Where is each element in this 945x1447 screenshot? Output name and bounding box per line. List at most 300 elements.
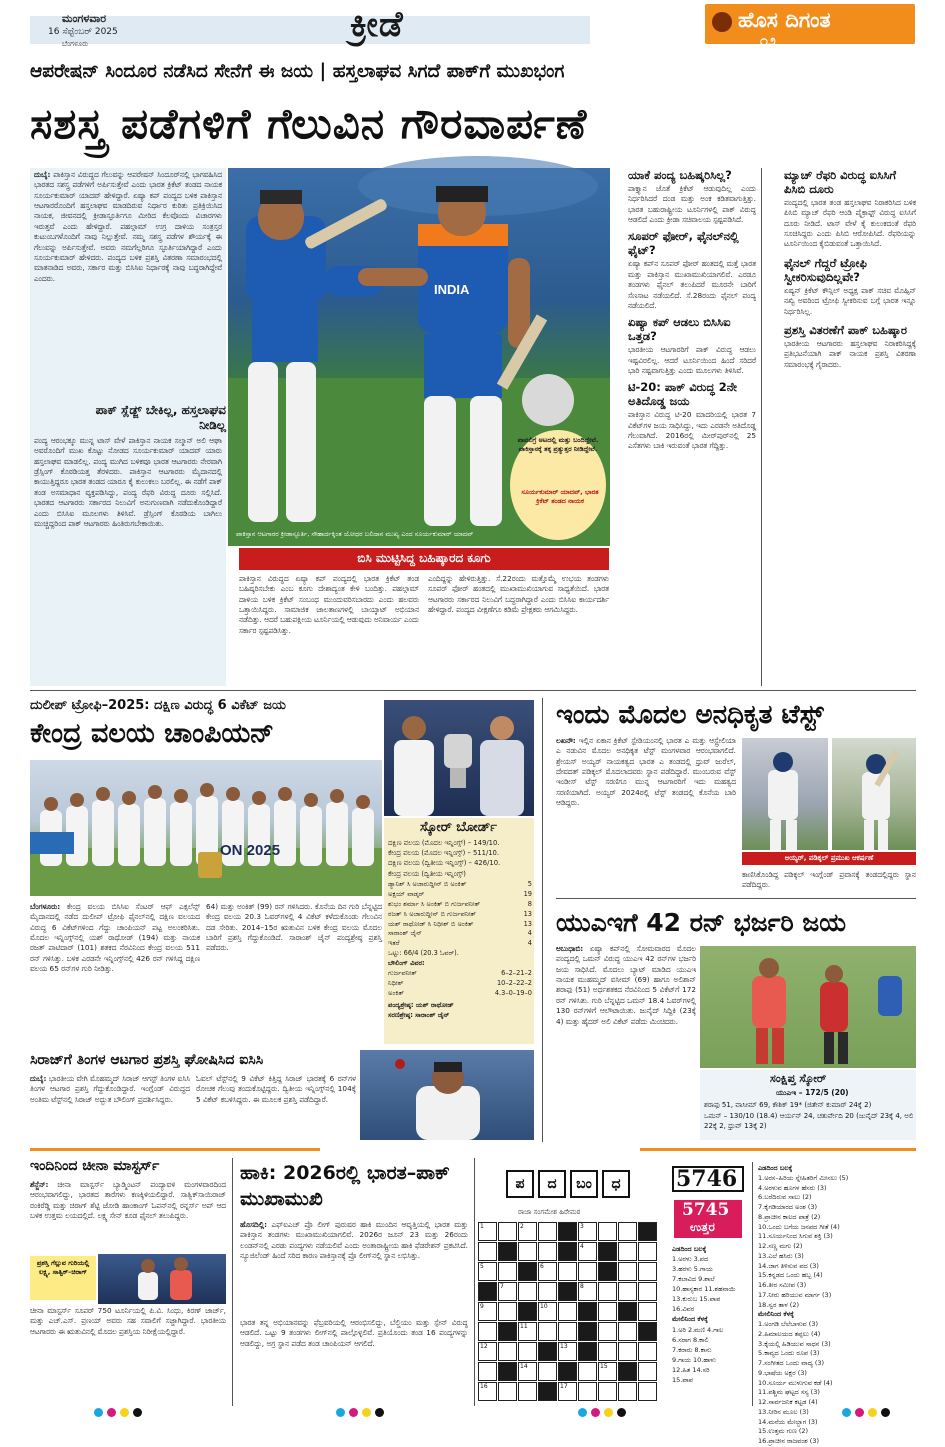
- answer-line: 3.ಹರಳು 5.ಗಾಯ: [672, 1265, 713, 1274]
- yellow-dot: [868, 1408, 877, 1417]
- lead-kicker: ಆಪರೇಷನ್ ಸಿಂದೂರ ನಡೆಸಿದ ಸೇನೆಗೆ ಈ ಜಯ | ಹಸ್ತಲಾಘವ ಸಿಗದೆ ಪಾಕ್‌ಗೆ ಮುಖಭಂಗ: [30, 61, 565, 82]
- uae-dateline: ಅಬುಧಾಬಿ:: [556, 944, 584, 953]
- pcb-heading: ಮ್ಯಾಚ್ ರೆಫರಿ ವಿರುದ್ಧ ಐಸಿಸಿಗೆ ಪಿಸಿಬಿ ದೂರು: [784, 168, 897, 196]
- clue-item: 14.ಜಾಗ ತಿಳಿಸುವ ಪದ (3): [758, 1261, 819, 1270]
- registration-marks: [92, 1408, 144, 1417]
- answer-line: 1.ಅರಳು 3.ಪದ: [672, 1255, 709, 1264]
- total-line: ಒಟ್ಟು: 66/4 (20.3 ಓವರ್).: [388, 949, 459, 958]
- crossword-cell[interactable]: [638, 1382, 657, 1401]
- paper-name: ಹೊಸ ದಿಗಂತ: [738, 8, 831, 32]
- bowling-head: ಬೌಲಿಂಗ್ ವಿವರ:: [388, 959, 425, 968]
- clue-item: 11.ಸೂರ್ಯನಿಂದ ಸಿಗುವ ಶಕ್ತಿ (3): [758, 1232, 833, 1241]
- bat-runs: 19: [523, 889, 532, 898]
- crossword-cell[interactable]: [478, 1362, 497, 1381]
- pcb-item-1: [784, 168, 916, 250]
- siraj-photo: [360, 1050, 534, 1140]
- title-tile: ದ: [538, 1170, 566, 1198]
- badminton-caption: ಪ್ರಶಸ್ತಿ ಗೆಲ್ಲುವ ಗುರಿಯಲ್ಲಿ ಲಕ್ಷ್ಯ, ಸಾತ್ವಿಕ್–ಚಿರಾಗ್: [36, 1259, 90, 1276]
- bat-row: [388, 900, 532, 910]
- crossword-cell[interactable]: [538, 1282, 557, 1301]
- crossword-cell[interactable]: 13: [558, 1342, 577, 1361]
- bowl-row: [388, 989, 532, 999]
- city-label: ಬೆಂಗಳೂರು: [62, 40, 89, 48]
- bat-name: ಶುಭಂ ಶರ್ಮಾ ಸಿ ಅಂಕಿತ್ ಬಿ ಗುರ್ಜಪನೀತ್: [388, 899, 481, 908]
- clue-list: [758, 1164, 916, 1445]
- pcb-text: ಏಷ್ಯನ್ ಕ್ರಿಕೆಟ್ ಕೌನ್ಸಿಲ್ ಅಧ್ಯಕ್ಷ ಪಾಕ್ ಸಚಿವ ಮೊಹ್ಸಿನ್ ನಖ್ವಿ ಅವರಿಂದ ಟ್ರೋಫಿ ಸ್ವೀಕರಿಸುವ ಬಗ್ಗೆ ಭಾರತ ಇನ್ನೂ ನಿರ್ಧರಿಸಿಲ್ಲ.: [784, 285, 916, 316]
- bat-runs: 8: [527, 899, 532, 908]
- crossword-cell[interactable]: [618, 1282, 637, 1301]
- cyan-dot: [336, 1408, 345, 1417]
- bat-name: ರಜತ್ ಸಿ ಅಜಾರುದ್ದೀನ್ ಬಿ ಗುರ್ಜಪನೀತ್: [388, 909, 477, 918]
- crossword-cell[interactable]: 9: [478, 1302, 497, 1321]
- crossword-cell[interactable]: [538, 1322, 557, 1341]
- bowler-celebration-illustration: [700, 946, 916, 1068]
- crossword-cell[interactable]: 5: [478, 1262, 497, 1281]
- black-dot: [617, 1408, 626, 1417]
- crossword-cell[interactable]: [558, 1322, 577, 1341]
- pcb-heading: ಪ್ರಶಸ್ತಿ ವಿತರಣೆಗೆ ಪಾಕ್ ಬಹಿಷ್ಕಾರ: [784, 322, 907, 337]
- qa-item-2: [628, 229, 756, 311]
- crossword-cell[interactable]: [638, 1242, 657, 1261]
- bat-name: ಇತರೆ: [388, 939, 400, 948]
- badminton-player-illustration: [98, 1254, 226, 1304]
- qa-column: [628, 168, 756, 688]
- badminton-photo: [98, 1254, 226, 1304]
- crossword-cell[interactable]: [598, 1342, 617, 1361]
- test-body-2: ಕಾಣಿಸಿಕೊಂಡಿದ್ದ ಪಡಿಕ್ಕಲ್ ಇಂಗ್ಲೆಂಡ್ ಪ್ರವಾಸಕ್ಕೆ ತಂಡದಲ್ಲಿದ್ದರು ಸ್ಥಾನ ಪಡೆದಿದ್ದರು.: [742, 870, 916, 890]
- crossword-cell[interactable]: 14: [518, 1362, 537, 1381]
- bowler-figures: 10–2–22–2: [496, 978, 532, 987]
- qa-heading: ಸೂಪರ್ ಫೋರ್, ಫೈನಲ್‌ನಲ್ಲಿ ಫೈಟ್?: [628, 229, 739, 258]
- registration-marks: [334, 1408, 386, 1417]
- crossword-block: [578, 1322, 597, 1341]
- crossword-cell[interactable]: [538, 1242, 557, 1261]
- lead-body-text: ಪಾಕಿಸ್ತಾನ ವಿರುದ್ಧದ ಗೆಲುವನ್ನು ಆಪರೇಷನ್ ಸಿಂದೂರ್‌ನಲ್ಲಿ ಭಾಗವಹಿಸಿದ ಭಾರತದ ಸಶಸ್ತ್ರ ಪಡೆಗಳಿಗೆ ಅರ್ಪಿಸುತ್ತೇವೆ ಎಂದು ಭಾರತ ಕ್ರಿಕೆಟ್ ತಂಡದ ನಾಯಕ ಸೂರ್ಯಕುಮಾರ್ ಯಾದವ್ ಹೇಳಿದ್ದಾರೆ. ಏಷ್ಯಾ ಕಪ್ ಪಂದ್ಯದ ಬಳಿಕ ಪಾಕಿಸ್ತಾನ ಆಟಗಾರರೊಂದಿಗೆ ಹಸ್ತಲಾಘವ ಮಾಡದಿರುವ ನಿರ್ಧಾರ ಕುರಿತು ಪ್ರತಿಕ್ರಿಯಿಸಿದ ನಾಯಕ, ಜೀವನದಲ್ಲಿ ಕ್ರೀಡಾಸ್ಫೂರ್ತಿಗೂ ಮೀರಿದ ಕೆಲವೊಂದು ವಿಚಾರಗಳು ಇರುತ್ತವೆ ಎಂದು ಹೇಳಿದ್ದಾರೆ. ಪಹಲ್ಗಾಮ್ ಉಗ್ರ ದಾಳಿಯ ಸಂತ್ರಸ್ತರ ಕುಟುಂಬಗಳೊಂದಿಗೆ ನಾವು ನಿಲ್ಲುತ್ತೇವೆ. ನಮ್ಮ ಸಶಸ್ತ್ರ ಪಡೆಗಳ ಶೌರ್ಯಕ್ಕೆ ಈ ಗೆಲುವನ್ನು ಅರ್ಪಿಸುತ್ತೇವೆ. ಅವರು ನಮಗೆಲ್ಲರಿಗೂ ಸ್ಫೂರ್ತಿಯಾಗಿದ್ದಾರೆ ಎಂದು ಸೂರ್ಯಕುಮಾರ್ ಹೇಳಿದರು. ಪಂದ್ಯದ ಬಳಿಕ ಪ್ರಶಸ್ತಿ ವಿತರಣಾ ಸಮಾರಂಭದಲ್ಲಿ ಮಾತನಾಡಿದ ಅವರು, ಸರ್ಕಾರ ಮತ್ತು ಬಿಸಿಸಿಐ ನಿರ್ಧಾರಕ್ಕೆ ನಾವು ಬದ್ಧರಾಗಿದ್ದೇವೆ ಎಂದರು.: [34, 170, 222, 283]
- clue-item: 8.ಪ್ರಾಚೀನ ಕಾಲದ ಪಾತ್ರೆ (2): [758, 1212, 821, 1221]
- china-masters-text: ಚೀನಾ ಮಾಸ್ಟರ್ಸ್ ಬ್ಯಾಡ್ಮಿಂಟನ್ ಪಂದ್ಯಾವಳಿ ಮಂಗಳವಾರದಿಂದ ಆರಂಭವಾಗಲಿದ್ದು, ಭಾರತದ ತಾರೆಗಳು ಕಣಕ್ಕಿಳಿಯಲಿದ್ದಾರೆ. ಸಾತ್ವಿಕ್‌ಸಾಯಿರಾಜ್ ರಂಕಿರೆಡ್ಡಿ ಮತ್ತು ಚಿರಾಗ್ ಶೆಟ್ಟಿ ಜೋಡಿ ಹಾಂಕಾಂಗ್ ಓಪನ್‌ನಲ್ಲಿ ರನ್ನರ್ಸ್ ಅಪ್ ಆದ ಬಳಿಕ ಉತ್ತಮ ಲಯದಲ್ಲಿದೆ. ಲಕ್ಷ್ಯ ಸೇನ್ ಕೂಡ ಫೈನಲ್ ತಲುಪಿದ್ದರು.: [30, 1180, 226, 1221]
- qa-text: ಪಾಕ್ತ್ಯಾನ ಜೊತೆ ಕ್ರಿಕೆಟ್ ಆಡುವುದಿಲ್ಲ ಎಂದು ನಿರ್ಧರಿಸಿದರೆ ದಂಡ ಮತ್ತು ಅಂಕ ಕಡಿತವಾಗುತ್ತಿತ್ತು. ಭಾರತ ಬಹುರಾಷ್ಟ್ರೀಯ ಟೂರ್ನಿಗಳಲ್ಲಿ ಪಾಕ್ ವಿರುದ್ಧ ಆಡಲಿದೆ ಎಂದು ಕ್ರೀಡಾ ಸಚಿವಾಲಯ ಸ್ಪಷ್ಟಪಡಿಸಿದೆ.: [628, 184, 756, 225]
- score-line: ಕೇಂದ್ರ ವಲಯ (ಮೊದಲ ಇನ್ನಿಂಗ್ಸ್) – 511/10.: [388, 849, 500, 858]
- sun-logo-icon: [712, 12, 732, 32]
- clue-item: 10.ಒಂದು ಬಗೆಯ ಜನಪದ ಗೀತೆ (4): [758, 1222, 840, 1231]
- crossword-cell[interactable]: 4: [578, 1242, 597, 1261]
- cyan-dot: [94, 1408, 103, 1417]
- crossword-cell[interactable]: [638, 1342, 657, 1361]
- pcb-text: ಭಾರತೀಯ ಆಟಗಾರರು ಹಸ್ತಲಾಘವ ನಿರಾಕರಿಸಿದ್ದಕ್ಕೆ ಪ್ರತಿಭಟನೆಯಾಗಿ ಪಾಕ್ ನಾಯಕ ಪ್ರಶಸ್ತಿ ವಿತರಣಾ ಸಮಾರಂಭಕ್ಕೆ ಗೈರಾದರು.: [784, 338, 916, 369]
- lead-body: [34, 170, 222, 384]
- answers-across-title: ಎಡದಿಂದ ಬಲಕ್ಕೆ: [672, 1245, 707, 1253]
- cyan-dot: [578, 1408, 587, 1417]
- qa-item-4: [628, 380, 756, 451]
- crossword-block: [518, 1302, 537, 1321]
- black-dot: [375, 1408, 384, 1417]
- duleep-dateline: ಬೆಂಗಳೂರು:: [30, 902, 61, 911]
- crossword-cell[interactable]: [498, 1222, 517, 1241]
- uae-headline: ಯುಎಇಗೆ 42 ರನ್ ಭರ್ಜರಿ ಜಯ: [556, 908, 846, 937]
- clue-item: 14.ಮನೆಯ ಮೇಲ್ಭಾಗ (3): [758, 1417, 818, 1426]
- hockey-body: [240, 1220, 468, 1316]
- yellow-dot: [120, 1408, 129, 1417]
- crossword-block: [558, 1242, 577, 1261]
- crossword-cell[interactable]: [618, 1222, 637, 1241]
- test-headline: ಇಂದು ಮೊದಲ ಅನಧಿಕೃತ ಟೆಸ್ಟ್: [556, 700, 824, 730]
- crossword-block: [498, 1322, 517, 1341]
- svg-text:INDIA: INDIA: [434, 282, 470, 297]
- duleep-team-photo: [30, 760, 382, 896]
- duleep-kicker: ದುಲೀಪ್ ಟ್ರೋಫಿ–2025: ದಕ್ಷಿಣ ವಿರುದ್ಧ 6 ವಿಕೆಟ್ ಜಯ: [30, 698, 286, 713]
- siraj-headline: ಸಿರಾಜ್‌ಗೆ ತಿಂಗಳ ಆಟಗಾರ ಪ್ರಶಸ್ತಿ ಘೋಷಿಸಿದ ಐಸಿಸಿ: [30, 1052, 264, 1068]
- crossword-cell[interactable]: [598, 1282, 617, 1301]
- siraj-body-text: ಭಾರತೀಯ ವೇಗಿ ಮೊಹಮ್ಮದ್ ಸಿರಾಜ್ ಆಗಸ್ಟ್ ತಿಂಗಳ ಐಸಿಸಿ ತಿಂಗಳ ಆಟಗಾರ ಪ್ರಶಸ್ತಿ ಗೆದ್ದುಕೊಂಡಿದ್ದಾರೆ. ಇಂಗ್ಲೆಂಡ್ ವಿರುದ್ಧದ ಅಂತಿಮ ಟೆಸ್ಟ್‌ನಲ್ಲಿ ಸಿರಾಜ್ ಅದ್ಭುತ ಬೌಲಿಂಗ್ ಪ್ರದರ್ಶಿಸಿದ್ದರು.: [30, 1074, 190, 1104]
- duleep-body-text: ಕೇಂದ್ರ ವಲಯ ಬಿಸಿಸಿಐ ಸೆಂಟರ್ ಆಫ್ ಎಕ್ಸಲೆನ್ಸ್ ಮೈದಾನದಲ್ಲಿ ನಡೆದ ದುಲೀಪ್ ಟ್ರೋಫಿ ಫೈನಲ್‌ನಲ್ಲಿ ದಕ್ಷಿಣ ವಲಯದ ವಿರುದ್ಧ 6 ವಿಕೆಟ್‌ಗಳಿಂದ ಗೆದ್ದು ಚಾಂಪಿಯನ್ ಪಟ್ಟ ಅಲಂಕರಿಸಿತು. ಮೊದಲ ಇನ್ನಿಂಗ್ಸ್‌ನಲ್ಲಿ ಯಶ್ ರಾಥೋಡ್ (194) ಮತ್ತು ನಾಯಕ ರಜತ್ ಪಾಟಿದಾರ್ (101) ಶತಕದ ನೆರವಿನಿಂದ ಕೇಂದ್ರ ವಲಯ 511 ರನ್ ಗಳಿಸಿತ್ತು. ಬಳಿಕ ಎರಡನೇ ಇನ್ನಿಂಗ್ಸ್‌ನಲ್ಲಿ 426 ರನ್ ಗಳಿಸಿದ್ದ ದಕ್ಷಿಣ ವಲಯ 65 ರನ್‌ಗಳ ಗುರಿ ನೀಡಿತ್ತು.: [30, 902, 200, 974]
- qa-text: ಏಷ್ಯಾ ಕಪ್‌ನ ಸೂಪರ್ ಫೋರ್ ಹಂತದಲ್ಲಿ ಮತ್ತೆ ಭಾರತ ಮತ್ತು ಪಾಕಿಸ್ತಾನ ಮುಖಾಮುಖಿಯಾಗಲಿವೆ. ಎರಡೂ ತಂಡಗಳು ಫೈನಲ್ ತಲುಪಿದರೆ ಮೂರನೇ ಬಾರಿಗೆ ಸೆಣಸಾಟ ನಡೆಯಲಿದೆ. ಸೆ.28ರಂದು ಫೈನಲ್ ಪಂದ್ಯ ನಡೆಯಲಿದೆ.: [628, 259, 756, 310]
- column-divider: [752, 1162, 753, 1406]
- crossword-cell[interactable]: [538, 1222, 557, 1241]
- crossword-block: [578, 1342, 597, 1361]
- qa-heading: ಟಿ-20: ಪಾಕ್ ವಿರುದ್ಧ 2ನೇ ಅತಿದೊಡ್ಡ ಜಯ: [628, 380, 737, 409]
- crossword-cell[interactable]: 15: [598, 1362, 617, 1381]
- date-label: 16 ಸೆಪ್ಟೆಂಬರ್ 2025: [48, 27, 118, 37]
- bat-runs: 5: [527, 880, 532, 888]
- section-divider: [556, 898, 916, 899]
- crossword-block: [638, 1322, 657, 1341]
- yellow-dot: [604, 1408, 613, 1417]
- clue-item: 16.ಪ್ರಾಚೀನ ರಾಜವಂಶ (3): [758, 1437, 819, 1445]
- clue-item: 7.ಕೈಗಡಿಯಾರದ ಅಂಶ (3): [758, 1203, 818, 1211]
- crossword-cell[interactable]: 11: [518, 1322, 537, 1341]
- duleep-body-2: 64) ಮತ್ತು ಅಂಕಿತ್ (99) ರನ್ ಗಳಿಸಿದರು. ಕೊನೆಯ ದಿನ ಗುರಿ ಬೆನ್ನಟ್ಟಿದ ಕೇಂದ್ರ ವಲಯ 20.3 ಓವರ್‌ಗಳಲ್ಲಿ 4 ವಿಕೆಟ್ ಕಳೆದುಕೊಂಡು ಗೆಲುವಿನ ದಡ ಸೇರಿತು. 2014–15ರ ಋತುವಿನ ಬಳಿಕ ಕೇಂದ್ರ ವಲಯ ಮೊದಲ ಬಾರಿಗೆ ಪ್ರಶಸ್ತಿ ಗೆದ್ದುಕೊಂಡಿದೆ. ಸಾರಾಂಶ್ ಜೈನ್ ಪಂದ್ಯಶ್ರೇಷ್ಠ ಪ್ರಶಸ್ತಿ ಪಡೆದರು.: [206, 902, 382, 953]
- hockey-body-text: ಎಫ್‌ಐಎಚ್ ಪ್ರೊ ಲೀಗ್ ಪುರುಷರ ಹಾಕಿ ಮುಂದಿನ ಆವೃತ್ತಿಯಲ್ಲಿ ಭಾರತ ಮತ್ತು ಪಾಕಿಸ್ತಾನ ತಂಡಗಳು ಮುಖಾಮುಖಿಯಾಗಲಿವೆ. 2026ರ ಜೂನ್ 23 ಮತ್ತು 26ರಂದು ಲಂಡನ್‌ನಲ್ಲಿ ಎರಡು ಪಂದ್ಯಗಳು ನಡೆಯಲಿವೆ ಎಂದು ಅಂತಾರಾಷ್ಟ್ರೀಯ ಹಾಕಿ ಫೆಡರೇಶನ್ ಪ್ರಕಟಿಸಿದೆ. ನ್ಯೂಜಿಲೆಂಡ್ ಹಿಂದೆ ಸರಿದ ಕಾರಣ ಪಾಕಿಸ್ತಾನಕ್ಕೆ ಪ್ರೊ ಲೀಗ್‌ನಲ್ಲಿ ಸ್ಥಾನ ಲಭಿಸಿತ್ತು.: [240, 1220, 468, 1261]
- trophy-photo: [384, 700, 534, 816]
- batting-table: [388, 880, 532, 1020]
- crossword-cell[interactable]: 10: [538, 1302, 557, 1321]
- clue-item: 10.ಸೂರ್ಯ ಮುಳುಗುವ ಕಡೆ (4): [758, 1378, 833, 1387]
- score-line: ದಕ್ಷಿಣ ವಲಯ (ಮೊದಲ ಇನ್ನಿಂಗ್ಸ್) – 149/10.: [388, 839, 500, 847]
- crossword-block: [538, 1342, 557, 1361]
- title-tile: ಬಂ: [570, 1170, 598, 1198]
- crossword-cell[interactable]: [638, 1262, 657, 1281]
- crossword-cell[interactable]: [558, 1262, 577, 1281]
- bowl-row: [388, 979, 532, 989]
- hockey-headline: ಹಾಕಿ: 2026ರಲ್ಲಿ ಭಾರತ–ಪಾಕ್ ಮುಖಾಮುಖಿ: [240, 1162, 450, 1210]
- prev-answer-label: ಉತ್ತರ: [690, 1220, 715, 1234]
- siraj-portrait-illustration: [360, 1050, 534, 1140]
- crossword-cell[interactable]: [618, 1322, 637, 1341]
- trophy-presentation-illustration: [384, 700, 534, 816]
- crossword-cell[interactable]: 6: [538, 1262, 557, 1281]
- crossword-block: [598, 1262, 617, 1281]
- clue-item: 17.ನೀರು ಹರಿಯುವ ಮಾರ್ಗ (3): [758, 1290, 832, 1299]
- crossword-cell[interactable]: 8: [578, 1282, 597, 1301]
- pcb-heading: ಫೈನಲ್ ಗೆದ್ದರೆ ಟ್ರೋಫಿ ಸ್ವೀಕರಿಸುವುದಿಲ್ಲವೇ?: [784, 255, 867, 284]
- bat-row: [388, 890, 532, 900]
- clue-item: 16.ತೀರ ಸಮೀಪ (3): [758, 1281, 807, 1289]
- uae-photo: [700, 946, 916, 1068]
- lead-photo-caption: ಪಾಕಿಸ್ತಾನ ಆಟಗಾರರ ಕ್ರೀಡಾಸ್ಫೂರ್ತಿ, ಸೌಹಾರ್ದಕ್ಕಿಂತ ಯೋಧರ ಬಲಿದಾನ ಮುಖ್ಯ ಎಂದ ಸೂರ್ಯಕುಮಾರ್ ಯಾದವ್: [236, 530, 474, 538]
- bat-runs: 4: [527, 939, 532, 948]
- crossword-cell[interactable]: 1: [478, 1222, 497, 1241]
- siraj-body: [30, 1074, 190, 1142]
- clue-item: 13.ನೀರಿನ ಮೂಲ (3): [758, 1407, 809, 1416]
- pcb-item-3: [784, 323, 916, 370]
- yellow-dot: [362, 1408, 371, 1417]
- clue-item: 11.ಪಶ್ಚಿಮ ಘಟ್ಟದ ಸಸ್ಯ (3): [758, 1388, 820, 1397]
- bat-name: ಯಶ್ ರಾಥೋಡ್ ಸಿ ನಿಧೀಶ್ ಬಿ ಅಂಕಿತ್: [388, 919, 474, 928]
- bat-name: ಅಕ್ಷಯ್ ವಾಡ್ಕರ್: [388, 889, 425, 898]
- puzzle-number: 5746: [676, 1166, 738, 1192]
- crossword-block: [558, 1362, 577, 1381]
- test-photo-right: [832, 738, 916, 850]
- crossword-cell[interactable]: [578, 1262, 597, 1281]
- crossword-cell[interactable]: [498, 1302, 517, 1321]
- clue-item: 4.ಅರಳುವ ಹೂಗಳ ಹೆಸರು (3): [758, 1183, 827, 1192]
- bowler-name: ಗುರ್ಜಪನೀತ್: [388, 969, 417, 978]
- test-body: [556, 736, 736, 896]
- registration-marks: [576, 1408, 628, 1417]
- hockey-dateline: ಹೊಸದಿಲ್ಲಿ:: [240, 1220, 268, 1229]
- crossword-block: [598, 1242, 617, 1261]
- crossword-cell[interactable]: [518, 1282, 537, 1301]
- player-of-match: ಪಂದ್ಯಶ್ರೇಷ್ಠ: ಯಶ್ ರಾಥೋಡ್: [388, 1000, 454, 1009]
- crossword-block: [618, 1302, 637, 1321]
- qa-item-1: [628, 168, 756, 225]
- crossword-cell[interactable]: [538, 1362, 557, 1381]
- clue-item: 7.ಸಂಗೀತದ ಒಂದು ವಾದ್ಯ (3): [758, 1359, 825, 1367]
- crossword-block: [498, 1242, 517, 1261]
- crossword-cell[interactable]: [498, 1262, 517, 1281]
- crossword-author: ರಾಜಾ ಸಂಗಮೇಶ ಹಿರೇಮಠ: [518, 1208, 581, 1216]
- crossword-cell[interactable]: [578, 1382, 597, 1401]
- crossword-block: [638, 1222, 657, 1241]
- day-label: ಮಂಗಳವಾರ: [62, 12, 107, 25]
- crossword-cell[interactable]: [618, 1382, 637, 1401]
- batter-illustration: [742, 738, 828, 850]
- bowler-figures: 6–2–21–2: [501, 969, 532, 978]
- crossword-cell[interactable]: 3: [578, 1222, 597, 1241]
- crossword-cell[interactable]: [638, 1282, 657, 1301]
- bat-row: [388, 929, 532, 939]
- qa-text: ಭಾರತೀಯ ಆಟಗಾರರಿಗೆ ಪಾಕ್ ವಿರುದ್ಧ ಆಡಲು ಇಷ್ಟವಿರಲಿಲ್ಲ. ಆದರೆ ಟೂರ್ನಿಯಿಂದ ಹಿಂದೆ ಸರಿದರೆ ಭಾರಿ ನಷ್ಟವಾಗುತ್ತಿತ್ತು ಎಂದು ಮೂಲಗಳು ತಿಳಿಸಿವೆ.: [628, 345, 756, 375]
- qa-text: ಪಾಕಿಸ್ತಾನ ವಿರುದ್ಧ ಟಿ-20 ಮಾದರಿಯಲ್ಲಿ ಭಾರತ 7 ವಿಕೆಟ್‌ಗಳ ಜಯ ಸಾಧಿಸಿದ್ದು, ಇದು ಎರಡನೇ ಅತಿದೊಡ್ಡ ಗೆಲುವಾಗಿದೆ. 2016ರಲ್ಲಿ ಮೀರ್‌ಪುರ್‌ನಲ್ಲಿ 25 ಎಸೆತಗಳು ಬಾಕಿ ಇರುವಂತೆ ಭಾರತ ಗೆದ್ದಿತ್ತು.: [628, 410, 756, 451]
- score-line: ದಕ್ಷಿಣ ವಲಯ (ದ್ವಿತೀಯ ಇನ್ನಿಂಗ್ಸ್) – 426/10.: [388, 859, 501, 868]
- crossword-grid: [478, 1222, 668, 1406]
- crossword-cell[interactable]: [558, 1302, 577, 1321]
- answer-line: 7.ಕಲಾವಿದ 9.ಶಾಲೆ: [672, 1275, 715, 1284]
- qa-heading: ಏಷ್ಯಾ ಕಪ್ ಆಡಲು ಬಿಸಿಸಿಐ ಒತ್ತಡ?: [628, 315, 731, 344]
- uae-body: [556, 944, 696, 1100]
- black-dot: [133, 1408, 142, 1417]
- crossword-block: [558, 1222, 577, 1241]
- bowler-name: ನಿಧೀಶ್: [388, 978, 404, 987]
- answer-line: 12.ಹಿತ 14.ಸರಿ: [672, 1365, 710, 1374]
- masthead: [0, 0, 945, 50]
- bat-row: [388, 910, 532, 920]
- crossword-cell[interactable]: [518, 1342, 537, 1361]
- boycott-band-title: ಬಿಸಿ ಮುಟ್ಟಿಸಿದ್ದ ಬಹಿಷ್ಕಾರದ ಕೂಗು: [357, 551, 491, 565]
- pcb-column: [784, 168, 916, 688]
- crossword-cell[interactable]: 16: [478, 1382, 497, 1401]
- bat-runs: 13: [523, 919, 532, 928]
- column-divider: [232, 1158, 233, 1406]
- answer-line: 9.ಗಾಯ 10.ಹಾಳು: [672, 1355, 716, 1364]
- boycott-text-right: ಎಂದಿದ್ದನ್ನು ಹೇಳಿರುತ್ತಿತ್ತು. ಸೆ.22ರಂದು ಮತ್ತೊಮ್ಮೆ ಉಭಯ ತಂಡಗಳು ಸೂಪರ್ ಫೋರ್ ಹಂತದಲ್ಲಿ ಮುಖಾಮುಖಿಯಾಗುವ ಸಾಧ್ಯತೆಯಿದೆ. ಭಾರತ ಆಟಗಾರರು ಸರ್ಕಾರದ ನಿಲುವಿಗೆ ಬದ್ಧರಾಗಿದ್ದಾರೆ ಎಂದು ಬಿಸಿಸಿಐ ಕಾರ್ಯದರ್ಶಿ ಹೇಳಿದ್ದಾರೆ. ಪಂದ್ಯದ ವೀಕ್ಷಣೆಗೂ ಕಡಿಮೆ ಪ್ರೇಕ್ಷಕರು ಆಗಮಿಸಿದ್ದರು.: [428, 574, 609, 615]
- bowler-figures: 4.3–0–19–0: [494, 988, 532, 997]
- magenta-dot: [855, 1408, 864, 1417]
- registration-marks: [840, 1408, 892, 1417]
- crossword-block: [478, 1282, 497, 1301]
- answer-grid-text: [672, 1244, 748, 1385]
- page-number: ೧೨: [760, 33, 776, 49]
- scoreboard-title: ಸ್ಕೋರ್ ಬೋರ್ಡ್: [420, 820, 497, 835]
- clues-across-title: ಎಡದಿಂದ ಬಲಕ್ಕೆ: [758, 1164, 793, 1172]
- bubble-author: ಸೂರ್ಯಕುಮಾರ್ ಯಾದವ್, ಭಾರತ ಕ್ರಿಕೆಟ್ ತಂಡದ ನಾಯಕ: [521, 488, 599, 506]
- bat-name: ಡ್ಯಾನಿಶ್ ಸಿ ಅಜಾರುದ್ದೀನ್ ಬಿ ಅಂಕಿತ್: [388, 880, 467, 888]
- boycott-text-left: ಪಾಕಿಸ್ತಾನ ವಿರುದ್ಧದ ಏಷ್ಯಾ ಕಪ್ ಪಂದ್ಯದಲ್ಲಿ ಭಾರತ ಕ್ರಿಕೆಟ್ ತಂಡ ಬಹಿಷ್ಕರಿಸಬೇಕು ಎಂಬ ಕೂಗು ದೇಶಾದ್ಯಂತ ಕೇಳಿ ಬಂದಿತ್ತು. ಪಹಲ್ಗಾಮ್ ದಾಳಿಯ ಬಳಿಕ ಕ್ರಿಕೆಟ್ ಸಂಬಂಧ ಮುಂದುವರಿಸಬಾರದು ಎಂದು ಹಲವರು ಒತ್ತಾಯಿಸಿದ್ದರು. ಸಾಮಾಜಿಕ ಜಾಲತಾಣಗಳಲ್ಲಿ ಬಾಯ್ಕಾಟ್ ಅಭಿಯಾನ ನಡೆದಿತ್ತು. ಆದರೆ ಬಹುಪಕ್ಷೀಯ ಟೂರ್ನಿಯಲ್ಲಿ ಆಡುವುದು ಅನಿವಾರ್ಯ ಎಂದು ಸರ್ಕಾರ ಸ್ಪಷ್ಟಪಡಿಸಿತ್ತು.: [239, 574, 419, 635]
- batter-illustration: [832, 738, 916, 850]
- qa-heading: ಯಾಕೆ ಪಂದ್ಯ ಬಹಿಷ್ಕರಿಸಿಲ್ಲ?: [628, 168, 732, 182]
- duleep-body: [30, 902, 200, 1042]
- section-bar: [640, 1148, 916, 1151]
- china-masters-dateline: ಶೆನ್ಜೆನ್:: [30, 1180, 49, 1189]
- crossword-cell[interactable]: [478, 1242, 497, 1261]
- pcb-text: ಪಂದ್ಯದಲ್ಲಿ ಭಾರತ ತಂಡ ಹಸ್ತಲಾಘವ ನಿರಾಕರಿಸಿದ ಬಳಿಕ ಪಿಸಿಬಿ ಮ್ಯಾಚ್ ರೆಫರಿ ಆಂಡಿ ಪೈಕ್ರಾಫ್ಟ್ ವಿರುದ್ಧ ಐಸಿಸಿಗೆ ದೂರು ನೀಡಿದೆ. ಟಾಸ್ ವೇಳೆ ಕೈ ಕುಲುಕದಂತೆ ರೆಫರಿ ಸೂಚಿಸಿದ್ದರು ಎಂದು ಪಿಸಿಬಿ ಆರೋಪಿಸಿದೆ. ರೆಫರಿಯನ್ನು ಟೂರ್ನಿಯಿಂದ ಕೈಬಿಡುವಂತೆ ಒತ್ತಾಯಿಸಿದೆ.: [784, 198, 916, 249]
- crossword-cell[interactable]: [598, 1322, 617, 1341]
- answer-line: 13.ಕುರುಬ 15.ಪಾಪ: [672, 1295, 721, 1304]
- clue-item: 15.ಉತ್ತಮ ಗುಣ (2): [758, 1427, 809, 1436]
- column-divider: [761, 168, 762, 686]
- team-celebration-illustration: [30, 760, 382, 896]
- crossword-cell[interactable]: [638, 1302, 657, 1321]
- lead-headline: ಸಶಸ್ತ್ರ ಪಡೆಗಳಿಗೆ ಗೆಲುವಿನ ಗೌರವಾರ್ಪಣೆ: [30, 99, 588, 148]
- bat-row: [388, 939, 532, 949]
- title-tile: ಪ: [506, 1170, 534, 1198]
- magenta-dot: [107, 1408, 116, 1417]
- crossword-cell[interactable]: [598, 1382, 617, 1401]
- clue-item: 1.ಅಂಗಡಿ ಬೆಲೆಬಾಳುವ (3): [758, 1320, 818, 1328]
- crossword-block: [558, 1282, 577, 1301]
- clue-item: 3.ಕೈಯಲ್ಲಿ ಹಿಡಿಯುವ ಸಾಧನ (3): [758, 1339, 831, 1348]
- banner-text: ON 2025: [220, 842, 281, 859]
- crossword-cell[interactable]: [478, 1322, 497, 1341]
- lead-body-2: ಪಂದ್ಯ ಆರಂಭಕ್ಕೂ ಮುನ್ನ ಟಾಸ್ ವೇಳೆ ಪಾಕಿಸ್ತಾನ ನಾಯಕ ಸಲ್ಮಾನ್ ಅಲಿ ಆಘಾ ಅವರೊಂದಿಗೆ ಮುಖ ಕೊಟ್ಟು ನೋಡದ ಸೂರ್ಯಕುಮಾರ್ ಯಾದವ್ ಯಾರು ಹಸ್ತಲಾಘವ ಮಾಡಲಿಲ್ಲ. ಪಂದ್ಯ ಮುಗಿದ ಬಳಿಕವೂ ಭಾರತ ಆಟಗಾರರು ನೇರವಾಗಿ ಡ್ರೆಸ್ಸಿಂಗ್ ಕೊಠಡಿಯತ್ತ ತೆರಳಿದರು. ಪಾಕಿಸ್ತಾನ ಆಟಗಾರರು ಮೈದಾನದಲ್ಲಿ ಕಾಯುತ್ತಿದ್ದರೂ ಭಾರತ ತಂಡದ ಯಾರೂ ಕೈ ಕುಲುಕಲು ಬರಲಿಲ್ಲ. ಈ ನಡೆಗೆ ಪಾಕ್ ತಂಡ ಅಸಮಾಧಾನ ವ್ಯಕ್ತಪಡಿಸಿದ್ದು, ಪಂದ್ಯ ರೆಫರಿ ವಿರುದ್ಧ ದೂರು ಸಲ್ಲಿಸಿದೆ. ಭಾರತದ ಆಟಗಾರರು ಸರ್ಕಾರದ ನಿಲುವಿಗೆ ಅನುಗುಣವಾಗಿ ನಡೆದುಕೊಂಡಿದ್ದಾರೆ ಎಂದು ಬಿಸಿಸಿಐ ಮೂಲಗಳು ತಿಳಿಸಿವೆ. ಡ್ರೆಸ್ಸಿಂಗ್ ಕೊಠಡಿಯ ಬಾಗಿಲು ಮುಚ್ಚಿದ್ದರಿಂದ ಪಾಕ್ ಆಟಗಾರರು ಹಿಂತಿರುಗಬೇಕಾಯಿತು.: [34, 436, 222, 528]
- crossword-cell[interactable]: [618, 1342, 637, 1361]
- column-divider: [474, 1158, 475, 1406]
- lead-subhead: ಪಾಕ್ ಸ್ಲೆಡ್ಜ್ ಬೇಕಿಲ್ಲ, ಹಸ್ತಲಾಘವ ನೀಡಿಲ್ಲ: [95, 403, 226, 432]
- china-masters-headline: ಇಂದಿನಿಂದ ಚೀನಾ ಮಾಸ್ಟರ್ಸ್: [30, 1158, 160, 1174]
- answers-down-title: ಮೇಲಿನಿಂದ ಕೆಳಕ್ಕೆ: [672, 1315, 708, 1324]
- crossword-cell[interactable]: [618, 1262, 637, 1281]
- clue-item: 18.ಸ್ವರ ತಾಳ (2): [758, 1300, 799, 1309]
- crossword-block: [518, 1262, 537, 1281]
- answer-line: 1.ಅರಿ 2.ಮಣಿ 4.ಗಾಲ: [672, 1325, 724, 1334]
- crossword-cell[interactable]: [618, 1242, 637, 1261]
- siraj-dateline: ದುಬೈ:: [30, 1074, 47, 1083]
- crossword-cell[interactable]: [518, 1242, 537, 1261]
- section-title: ಕ್ರೀಡೆ: [350, 5, 404, 45]
- test-photo-left: [742, 738, 828, 850]
- bubble-quote: ಪಾವಲಿಗ್ರೆ ಅಟದಲ್ಲಿ ಮತ್ತು ಬಂದಿದ್ದೇವೆ. ಪಾಕಿಸ್ತಾನಕ್ಕೆ ತಕ್ಕ ಪ್ರತ್ಯುತ್ತರ ನೀಡಿದ್ದೇವೆ.: [517, 436, 599, 454]
- china-masters-body-2: ಚೀನಾ ಮಾಸ್ಟರ್ಸ್ ಸೂಪರ್ 750 ಟೂರ್ನಿಯಲ್ಲಿ ಪಿ.ವಿ. ಸಿಂಧು, ಕಿರಣ್ ಜಾರ್ಜ್, ಮತ್ತು ಎಚ್.ಎಸ್. ಪ್ರಣಯ್ ಅವರು ಸಹ ಸವಾಲಿಗೆ ಸಜ್ಜಾಗಿದ್ದಾರೆ. ಭಾರತೀಯ ಆಟಗಾರರು ಈ ಋತುವಿನಲ್ಲಿ ಮೊದಲ ಪ್ರಶಸ್ತಿಯ ನಿರೀಕ್ಷೆಯಲ್ಲಿದ್ದಾರೆ.: [30, 1306, 226, 1336]
- section-divider: [30, 690, 916, 691]
- scoreboard-summary: [388, 838, 532, 879]
- answer-line: 15.ಪಾಪ: [672, 1375, 693, 1384]
- answer-line: 7.ಕರಾರು 8.ಕಾನು: [672, 1345, 712, 1354]
- crossword-cell[interactable]: 17: [558, 1382, 577, 1401]
- crossword-title: [506, 1170, 630, 1198]
- bat-runs: 13: [523, 909, 532, 918]
- answer-line: 10.ಹಾಸ್ಯಕಾರ 11.ಶಹನಾಯಿ: [672, 1285, 736, 1294]
- siraj-body-2: ಓವಲ್ ಟೆಸ್ಟ್‌ನಲ್ಲಿ 9 ವಿಕೆಟ್ ಕಿತ್ತಿದ್ದ ಸಿರಾಜ್ ಭಾರತಕ್ಕೆ 6 ರನ್‌ಗಳ ರೋಚಕ ಗೆಲುವು ತಂದುಕೊಟ್ಟಿದ್ದರು. ದ್ವಿತೀಯ ಇನ್ನಿಂಗ್ಸ್‌ನಲ್ಲಿ 104ಕ್ಕೆ 5 ವಿಕೆಟ್ ಕಬಳಿಸಿದ್ದರು. ಈ ಮೂಲಕ ಪ್ರಶಸ್ತಿ ಪಡೆದಿದ್ದಾರೆ.: [196, 1074, 356, 1104]
- test-body-text: ಇಲ್ಲಿನ ಏಕಾನ ಕ್ರಿಕೆಟ್ ಸ್ಟೇಡಿಯಂನಲ್ಲಿ ಭಾರತ ಎ ಮತ್ತು ಆಸ್ಟ್ರೇಲಿಯಾ ಎ ನಡುವಿನ ಮೊದಲ ಅನಧಿಕೃತ ಟೆಸ್ಟ್ ಮಂಗಳವಾರ ಆರಂಭವಾಗಲಿದೆ. ಶ್ರೇಯಸ್ ಅಯ್ಯರ್ ನಾಯಕತ್ವದ ಭಾರತ ಎ ತಂಡದಲ್ಲಿ ಧ್ರುವ್ ಜುರೆಲ್, ದೇವದತ್ ಪಡಿಕ್ಕಲ್ ಮೊದಲಾದವರು ಸ್ಥಾನ ಪಡೆದಿದ್ದಾರೆ. ಮುಂಬರುವ ವೆಸ್ಟ್ ಇಂಡೀಸ್ ಟೆಸ್ಟ್ ಸರಣಿಗೂ ಮುನ್ನ ಆಟಗಾರರಿಗೆ ಇದು ಮಹತ್ವದ ಸರಣಿಯಾಗಿದೆ. ಅಯ್ಯರ್ 2024ರಲ್ಲಿ ಟೆಸ್ಟ್ ತಂಡದಲ್ಲಿ ಕೊನೆಯ ಬಾರಿ ಆಡಿದ್ದರು.: [556, 736, 736, 808]
- qa-item-3: [628, 315, 756, 376]
- crossword-block: [498, 1362, 517, 1381]
- china-masters-body: [30, 1180, 226, 1252]
- crossword-block: [578, 1302, 597, 1321]
- clue-item: 9.ಭಾಷೆಯ ಅಕ್ಷರ (3): [758, 1368, 807, 1377]
- short-score-line-3: ಒಮನ್ – 130/10 (18.4) ಆರ್ಯನ್ 24, ಚತುರ್ವೇದಿ 20 (ಜುನೈದ್ 23ಕ್ಕೆ 4, ಅಲಿ 22ಕ್ಕೆ 2, ಧ್ರುವ್ 13ಕ್ಕೆ 2): [704, 1112, 914, 1130]
- crossword-block: [538, 1382, 557, 1401]
- title-tile: ಧ: [602, 1170, 630, 1198]
- duleep-headline: ಕೇಂದ್ರ ವಲಯ ಚಾಂಪಿಯನ್: [30, 718, 275, 749]
- clue-item: 5.ಕಾವ್ಯದ ಒಂದು ರೂಪ (3): [758, 1349, 820, 1358]
- crossword-cell[interactable]: [598, 1222, 617, 1241]
- bat-runs: 4: [527, 929, 532, 938]
- short-score-line-1: ಯುಎಇ – 172/5 (20): [776, 1088, 849, 1097]
- uae-body-text: ಏಷ್ಯಾ ಕಪ್‌ನಲ್ಲಿ ಸೋಮವಾರದ ಮೊದಲ ಪಂದ್ಯದಲ್ಲಿ ಒಮನ್ ವಿರುದ್ಧ ಯುಎಇ 42 ರನ್‌ಗಳ ಭರ್ಜರಿ ಜಯ ಸಾಧಿಸಿದೆ. ಮೊದಲು ಬ್ಯಾಟ್ ಮಾಡಿದ ಯುಎಇ ನಾಯಕ ಮುಹಮ್ಮದ್ ವಸೀಮ್ (69) ಹಾಗೂ ಅಲಿಶಾನ್ ಶರಾಫು (51) ಅರ್ಧಶತಕದ ನೆರವಿನಿಂದ 5 ವಿಕೆಟ್‌ಗೆ 172 ರನ್ ಗಳಿಸಿತು. ಗುರಿ ಬೆನ್ನಟ್ಟಿದ ಒಮನ್ 18.4 ಓವರ್‌ಗಳಲ್ಲಿ 130 ರನ್‌ಗಳಿಗೆ ಆಲೌಟಾಯಿತು. ಜುನೈದ್ ಸಿದ್ದಿಕಿ (23ಕ್ಕೆ 4) ಮತ್ತು ಹೈದರ್ ಅಲಿ ವಿಕೆಟ್ ಪಡೆದು ಮಿಂಚಿದರು.: [556, 944, 696, 1026]
- magenta-dot: [591, 1408, 600, 1417]
- bowler-name: ಅಂಕಿತ್: [388, 988, 404, 997]
- clue-item: 1.ಅರಸ–ಹಿರಿಯ ಸ್ನೇಹಿತರಿಗೆ ಮೀಸಲು (5): [758, 1173, 849, 1182]
- magenta-dot: [349, 1408, 358, 1417]
- bat-name: ಸಾರಾಂಶ್ ಜೈನ್: [388, 929, 423, 938]
- pcb-item-2: [784, 256, 916, 317]
- test-caption: ಅಯ್ಯರ್, ಪಡಿಕ್ಕಲ್ ಪ್ರಮುಖ ಆಕರ್ಷಣೆ: [784, 854, 874, 862]
- crossword-cell[interactable]: 2: [518, 1222, 537, 1241]
- crossword-cell[interactable]: 7: [498, 1282, 517, 1301]
- bowl-row: [388, 969, 532, 979]
- score-line: ಕೇಂದ್ರ ವಲಯ (ದ್ವಿತೀಯ ಇನ್ನಿಂಗ್ಸ್): [388, 869, 466, 878]
- crossword-cell[interactable]: [498, 1342, 517, 1361]
- black-dot: [881, 1408, 890, 1417]
- hockey-body-2: ಭಾರತ ತನ್ನ ಅಭಿಯಾನವನ್ನು ಫೆಬ್ರವರಿಯಲ್ಲಿ ಆರಂಭಿಸಲಿದ್ದು, ಬೆಲ್ಜಿಯಂ ಮತ್ತು ಸ್ಪೇನ್ ವಿರುದ್ಧ ಆಡಲಿದೆ. ಒಟ್ಟು 9 ತಂಡಗಳು ಲೀಗ್‌ನಲ್ಲಿ ಪಾಲ್ಗೊಳ್ಳಲಿವೆ. ಪ್ರತಿಯೊಂದು ತಂಡ 16 ಪಂದ್ಯಗಳನ್ನು ಆಡಲಿದ್ದು, ಅಗ್ರ ಸ್ಥಾನ ಪಡೆದ ತಂಡ ಚಾಂಪಿಯನ್ ಆಗಲಿದೆ.: [240, 1318, 468, 1348]
- short-score-title: ಸಂಕ್ಷಿಪ್ತ ಸ್ಕೋರ್: [770, 1072, 827, 1085]
- crossword-block: [618, 1362, 637, 1381]
- prev-puzzle-number: 5745: [682, 1200, 730, 1220]
- answer-line: 6.ಸರಾಗ 8.ಕಾಲಿ: [672, 1335, 709, 1344]
- clues-down-title: ಮೇಲಿನಿಂದ ಕೆಳಕ್ಕೆ: [758, 1310, 794, 1319]
- crossword-cell[interactable]: [518, 1382, 537, 1401]
- lead-dateline: ದುಬೈ:: [34, 170, 51, 179]
- bat-row: [388, 920, 532, 930]
- test-dateline: ಲಖನೌ:: [556, 736, 576, 745]
- clue-item: 15.ಕನ್ನಡದ ಒಂದು ಹಬ್ಬ (4): [758, 1271, 823, 1280]
- bat-row: [388, 880, 532, 890]
- clue-item: 12.ಸಾರ್ವಜನಿಕ ಕಟ್ಟಡ (4): [758, 1398, 818, 1406]
- short-score-line-2: ಶರಾಫು 51, ವಾಸೀಮ್ 69, ಕೌಶಿಕ್ 19* (ಜಿತೇನ್ ಕುಮಾರ್ 24ಕ್ಕೆ 2): [704, 1101, 872, 1109]
- crossword-cell[interactable]: 12: [478, 1342, 497, 1361]
- clue-item: 12.ಸಣ್ಣ ಮಗು (2): [758, 1242, 803, 1250]
- section-bar: [30, 1148, 320, 1151]
- crossword-cell[interactable]: [598, 1302, 617, 1321]
- clue-item: 6.ಬರೆದಿರುವ ಸಾಲು (2): [758, 1193, 812, 1202]
- crossword-cell[interactable]: [498, 1382, 517, 1401]
- crossword-cell[interactable]: [638, 1362, 657, 1381]
- clue-item: 13.ಎಲೆ ಹಸಿರು (3): [758, 1251, 804, 1260]
- clue-item: 2.ಹಿಮಾಲಯದ ತಪ್ಪಲು (4): [758, 1329, 821, 1338]
- player-of-series: ಸರಣಿಶ್ರೇಷ್ಠ: ಸಾರಾಂಶ್ ಜೈನ್: [388, 1010, 450, 1019]
- crossword-cell[interactable]: [578, 1362, 597, 1381]
- column-divider: [542, 698, 543, 1142]
